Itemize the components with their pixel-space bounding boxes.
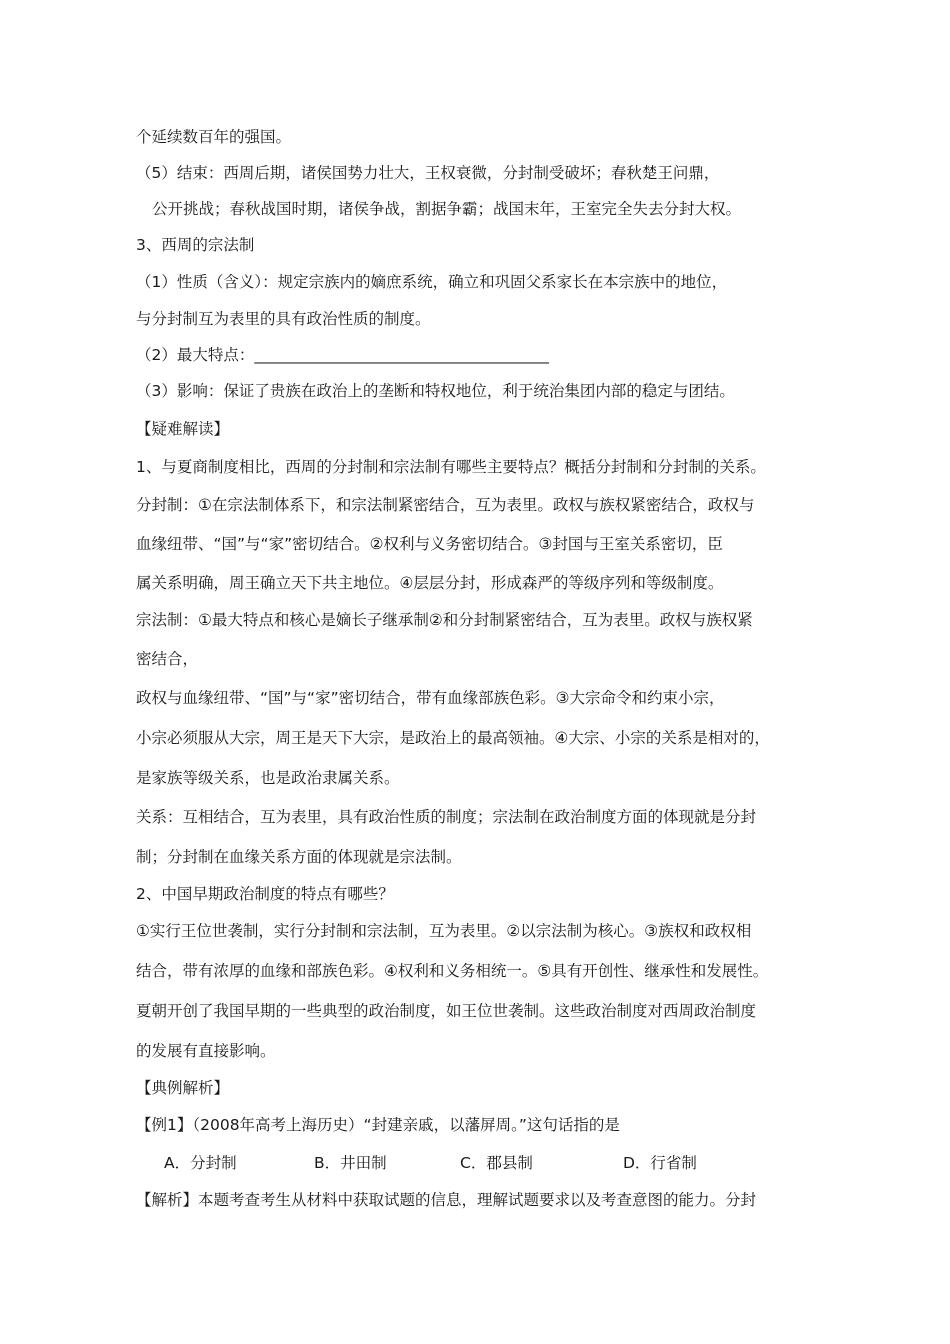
text-line: 宗法制：①最大特点和核心是嫡长子继承制②和分封制紧密结合，互为表里。政权与族权紧 (136, 611, 753, 629)
text-line: 结合，带有浓厚的血缘和部族色彩。④权利和义务相统一。⑤具有开创性、继承性和发展性。 (136, 962, 769, 980)
text-line: 夏朝开创了我国早期的一些典型的政治制度，如王位世袭制。这些政治制度对西周政治制度 (136, 1002, 757, 1020)
text-line: （3）影响：保证了贵族在政治上的垄断和特权地位，利于统治集团内部的稳定与团结。 (136, 382, 735, 400)
text-line: （1）性质（含义）：规定宗族内的嫡庶系统，确立和巩固父系家长在本宗族中的地位， (136, 273, 728, 291)
fill-in-blank-line: （2）最大特点：______________________________________ (136, 346, 549, 364)
text-line: 血缘纽带、“国”与“家”密切结合。②权利与义务密切结合。③封国与王室关系密切，臣 (136, 535, 723, 553)
text-line: 政权与血缘纽带、“国”与“家”密切结合，带有血缘部族色彩。③大宗命令和约束小宗， (136, 689, 725, 707)
option-a: A．分封制 (164, 1154, 237, 1172)
text-line: 关系：互相结合，互为表里，具有政治性质的制度；宗法制在政治制度方面的体现就是分封 (136, 808, 757, 826)
question-line: 1、与夏商制度相比，西周的分封制和宗法制有哪些主要特点？概括分封制和分封制的关系。 (136, 458, 766, 476)
section-heading: 【典例解析】 (136, 1079, 230, 1097)
text-line: 的发展有直接影响。 (136, 1042, 276, 1060)
text-line: 制；分封制在血缘关系方面的体现就是宗法制。 (136, 848, 462, 866)
section-heading: 【疑难解读】 (136, 420, 230, 438)
text-line: 属关系明确，周王确立天下共主地位。④层层分封，形成森严的等级序列和等级制度。 (136, 574, 724, 592)
example-question: 【例1】（2008年高考上海历史）“封建亲戚，以藩屏周。”这句话指的是 (136, 1116, 620, 1134)
text-line: 小宗必须服从大宗，周王是天下大宗，是政治上的最高领袖。④大宗、小宗的关系是相对的， (136, 729, 770, 747)
text-line: 分封制：①在宗法制体系下，和宗法制紧密结合，互为表里。政权与族权紧密结合，政权与 (136, 496, 755, 514)
analysis-line: 【解析】本题考查考生从材料中获取试题的信息，理解试题要求以及考查意图的能力。分封 (136, 1191, 757, 1209)
text-line: 密结合， (136, 650, 199, 668)
text-line: （5）结束：西周后期，诸侯国势力壮大，王权衰微，分封制受破坏；春秋楚王问鼎， (136, 164, 720, 182)
option-d: D．行省制 (623, 1154, 697, 1172)
section-heading: 3、西周的宗法制 (136, 236, 255, 254)
question-line: 2、中国早期政治制度的特点有哪些？ (136, 885, 394, 903)
text-line: 与分封制互为表里的具有政治性质的制度。 (136, 310, 431, 328)
text-line: ①实行王位世袭制，实行分封制和宗法制，互为表里。②以宗法制为核心。③族权和政权相 (136, 922, 752, 940)
text-line: 是家族等级关系，也是政治隶属关系。 (136, 769, 400, 787)
text-line: 个延续数百年的强国。 (136, 128, 292, 146)
text-line: 公开挑战；春秋战国时期，诸侯争战，割据争霸；战国末年，王室完全失去分封大权。 (152, 200, 742, 218)
option-c: C．郡县制 (460, 1154, 533, 1172)
option-b: B．井田制 (314, 1154, 387, 1172)
